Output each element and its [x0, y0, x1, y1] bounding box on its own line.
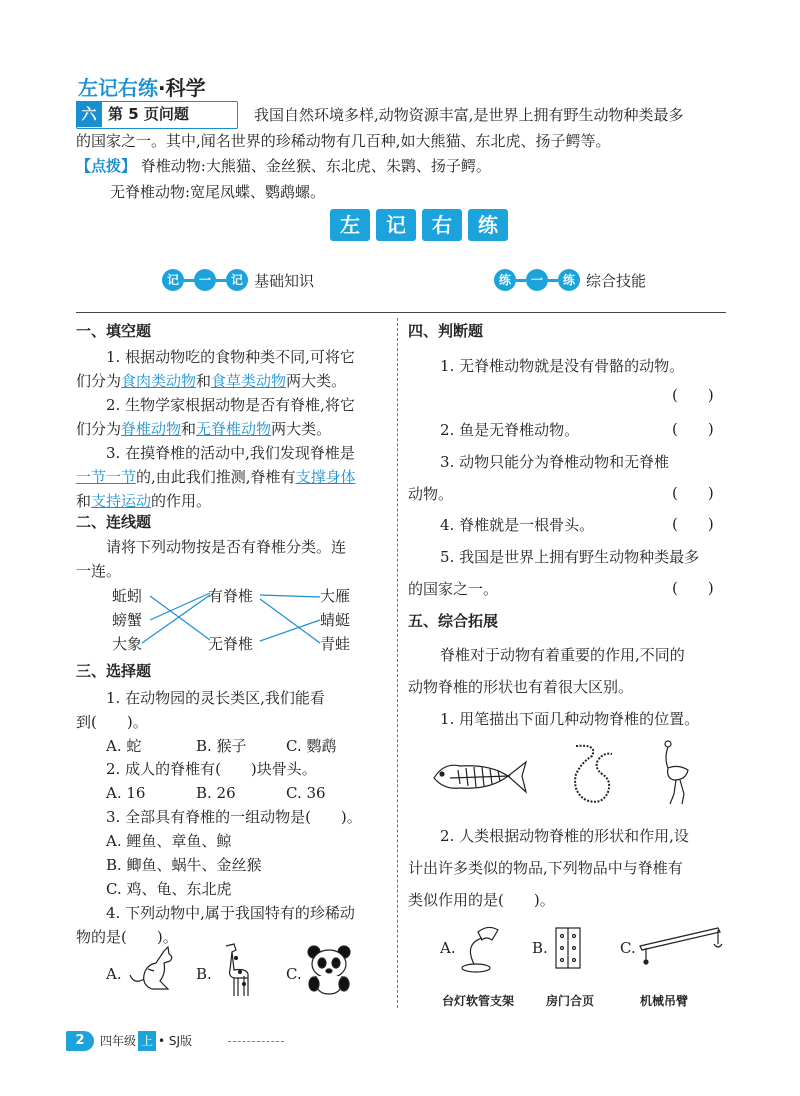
desk-lamp-icon — [458, 924, 506, 974]
problem-title: 第 5 页问题 — [108, 105, 189, 123]
choice-option: B. 26 — [196, 784, 236, 802]
tip-label: 【点拨】 — [76, 157, 137, 175]
choice-q3: 3. 全部具有脊椎的一组动物是( )。 — [106, 808, 362, 826]
match-line — [260, 595, 320, 597]
caption-crane: 机械吊臂 — [640, 994, 689, 1008]
choice-q4-line2: 物的是( )。 — [76, 928, 178, 946]
fill-q2-line1: 2. 生物学家根据动物是否有脊椎,将它 — [106, 396, 355, 414]
judge-answer-blank[interactable]: ( ) — [672, 484, 714, 502]
match-right-item: 蜻蜓 — [320, 611, 351, 629]
choice-option: C. 鹦鹉 — [286, 737, 337, 755]
match-line — [260, 599, 320, 643]
brand-dot: · — [158, 76, 166, 100]
tip-line-2: 无脊椎动物:宽尾凤蝶、鹦鹉螺。 — [110, 183, 326, 201]
pill-basic-knowledge — [162, 269, 314, 291]
choice-option: C. 36 — [286, 784, 326, 802]
judge-answer-blank[interactable]: ( ) — [672, 579, 714, 597]
match-instruction-2: 一连。 — [76, 562, 122, 580]
fish-skeleton-icon — [430, 752, 530, 802]
page-number: 2 — [66, 1031, 94, 1051]
extension-option: B. — [532, 939, 548, 957]
choice-option: B. 猴子 — [196, 737, 247, 755]
choice-option: B. — [196, 965, 212, 983]
match-mid-item: 无脊椎 — [208, 635, 254, 653]
pill-label: 综合技能 — [586, 271, 647, 290]
tip-line-1 — [76, 154, 491, 178]
choice-option: A. 鲤鱼、章鱼、鲸 — [106, 832, 232, 850]
column-divider — [397, 318, 398, 1008]
extension-option: C. — [620, 939, 636, 957]
extension-para-1: 脊椎对于动物有着重要的作用,不同的 — [440, 646, 685, 664]
banner-char: 左 — [330, 209, 370, 241]
answer-blank: 食肉类动物 — [121, 372, 197, 390]
kangaroo-icon — [128, 945, 180, 995]
brand-text: 左记右练 — [78, 76, 158, 100]
pill-char: 练 — [558, 269, 580, 291]
section-title-judge: 四、判断题 — [408, 322, 484, 340]
fill-q3-line3 — [76, 489, 211, 513]
text: 两大类。 — [271, 420, 332, 438]
judge-q2: 2. 鱼是无脊椎动物。 — [440, 421, 580, 439]
pill-dash — [516, 279, 526, 282]
choice-q1-line2: 到( )。 — [76, 713, 148, 731]
problem-number: 六 — [76, 101, 102, 127]
match-right-item: 大雁 — [320, 587, 351, 605]
footer-edition — [100, 1031, 192, 1051]
grade-text: 四年级 — [100, 1034, 137, 1048]
judge-q5-line1: 5. 我国是世界上拥有野生动物种类最多 — [440, 548, 700, 566]
choice-q2: 2. 成人的脊椎有( )块骨头。 — [106, 760, 317, 778]
banner-char: 右 — [422, 209, 462, 241]
snake-skeleton-icon — [568, 740, 616, 810]
text: 和 — [196, 372, 212, 390]
choice-q4-line1: 4. 下列动物中,属于我国特有的珍稀动 — [106, 904, 355, 922]
crane-arm-icon — [636, 922, 728, 968]
tip-text-1: 脊椎动物:大熊猫、金丝猴、东北虎、朱鹮、扬子鳄。 — [140, 157, 491, 175]
book-brand — [78, 72, 206, 101]
top-divider — [76, 312, 726, 313]
banner-char: 记 — [376, 209, 416, 241]
judge-q4: 4. 脊椎就是一根骨头。 — [440, 516, 595, 534]
section-title-fill: 一、填空题 — [76, 322, 152, 340]
answer-blank: 食草类动物 — [211, 372, 287, 390]
pill-dash — [548, 279, 558, 282]
match-right-item: 青蛙 — [320, 635, 351, 653]
pill-char: 记 — [226, 269, 248, 291]
text: 和 — [181, 420, 197, 438]
answer-blank: 一节一节 — [76, 468, 137, 486]
section-title-extension: 五、综合拓展 — [408, 612, 499, 630]
choice-option: A. — [106, 965, 122, 983]
match-line — [150, 596, 210, 640]
section-banner — [330, 209, 508, 241]
match-left-item: 螃蟹 — [112, 611, 143, 629]
pill-comprehensive-skills — [494, 269, 646, 291]
fill-q1-line2 — [76, 369, 346, 393]
text: 们分为 — [76, 420, 122, 438]
problem-line-2: 的国家之一。其中,闻名世界的珍稀动物有几百种,如大熊猫、东北虎、扬子鳄等。 — [76, 132, 611, 150]
extension-q2-line3: 类似作用的是( )。 — [408, 891, 555, 909]
extension-q1: 1. 用笔描出下面几种动物脊椎的位置。 — [440, 710, 700, 728]
extension-q2-line2: 计出许多类似的物品,下列物品中与脊椎有 — [408, 859, 683, 877]
pill-char: 一 — [194, 269, 216, 291]
extension-para-2: 动物脊椎的形状也有着很大区别。 — [408, 678, 634, 696]
judge-answer-blank[interactable]: ( ) — [672, 420, 714, 438]
choice-q1-line1: 1. 在动物园的灵长类区,我们能看 — [106, 689, 325, 707]
door-hinge-icon — [554, 926, 582, 970]
judge-q3-line1: 3. 动物只能分为脊椎动物和无脊椎 — [440, 453, 670, 471]
pill-dash — [184, 279, 194, 282]
term-badge: 上 — [138, 1031, 156, 1051]
match-left-item: 大象 — [112, 635, 143, 653]
caption-lamp: 台灯软管支架 — [442, 994, 515, 1008]
panda-icon — [304, 944, 354, 998]
choice-option: A. 16 — [106, 784, 146, 802]
judge-q3-line2: 动物。 — [408, 485, 454, 503]
text: 的作用。 — [151, 492, 212, 510]
answer-blank: 支持运动 — [91, 492, 152, 510]
banner-char: 练 — [468, 209, 508, 241]
choice-option: C. — [286, 965, 302, 983]
edition-text: • SJ版 — [158, 1034, 193, 1048]
giraffe-icon — [216, 940, 258, 1000]
choice-option: B. 鲫鱼、蜗牛、金丝猴 — [106, 856, 262, 874]
ostrich-skeleton-icon — [658, 738, 698, 808]
judge-answer-blank[interactable]: ( ) — [672, 386, 714, 404]
text: 和 — [76, 492, 92, 510]
text: 两大类。 — [286, 372, 347, 390]
answer-blank: 支撑身体 — [295, 468, 356, 486]
choice-option: A. 蛇 — [106, 737, 142, 755]
extension-q2-line1: 2. 人类根据动物脊椎的形状和作用,设 — [440, 827, 689, 845]
judge-answer-blank[interactable]: ( ) — [672, 515, 714, 533]
judge-q1: 1. 无脊椎动物就是没有骨骼的动物。 — [440, 357, 685, 375]
pill-char: 练 — [494, 269, 516, 291]
fill-q2-line2 — [76, 417, 331, 441]
text: 们分为 — [76, 372, 122, 390]
match-lines — [140, 585, 330, 655]
subject-text: 科学 — [165, 76, 206, 100]
extension-option: A. — [440, 939, 456, 957]
choice-option: C. 鸡、龟、东北虎 — [106, 880, 232, 898]
match-line — [260, 620, 320, 641]
match-mid-item: 有脊椎 — [208, 587, 254, 605]
answer-blank: 脊椎动物 — [121, 420, 182, 438]
text: 的,由此我们推测,脊椎有 — [136, 468, 296, 486]
fill-q1-line1: 1. 根据动物吃的食物种类不同,可将它 — [106, 348, 355, 366]
footer-dashed-line — [228, 1041, 284, 1042]
fill-q3-line2 — [76, 465, 356, 489]
problem-line-1: 我国自然环境多样,动物资源丰富,是世界上拥有野生动物种类最多 — [254, 106, 684, 124]
caption-hinge: 房门合页 — [546, 994, 595, 1008]
fill-q3-line1: 3. 在摸脊椎的活动中,我们发现脊椎是 — [106, 444, 355, 462]
section-title-match: 二、连线题 — [76, 513, 152, 531]
answer-blank: 无脊椎动物 — [196, 420, 272, 438]
pill-char: 一 — [526, 269, 548, 291]
match-instruction-1: 请将下列动物按是否有脊椎分类。连 — [106, 538, 347, 556]
match-left-item: 蚯蚓 — [112, 587, 143, 605]
judge-q5-line2: 的国家之一。 — [408, 580, 499, 598]
pill-dash — [216, 279, 226, 282]
pill-label: 基础知识 — [254, 271, 315, 290]
pill-char: 记 — [162, 269, 184, 291]
section-title-choice: 三、选择题 — [76, 662, 152, 680]
